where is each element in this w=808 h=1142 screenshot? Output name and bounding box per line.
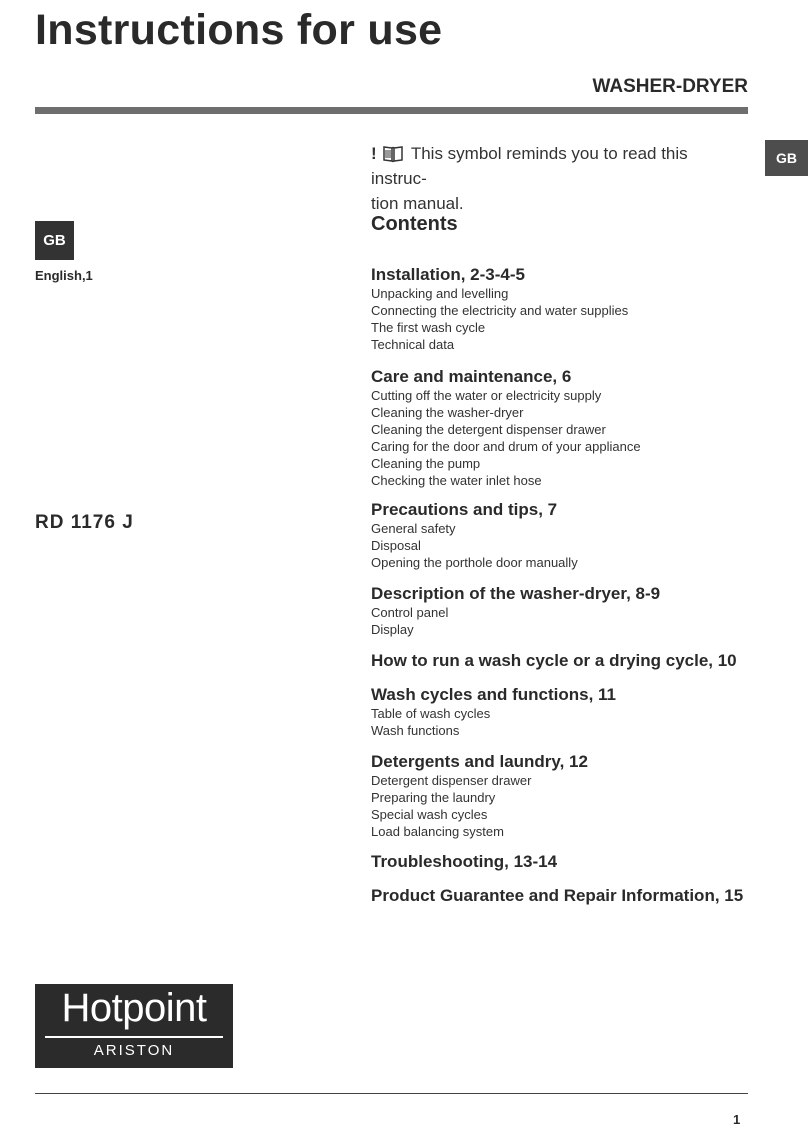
contents-section [371,651,737,671]
contents-section-title: Detergents and laundry, 12 [371,752,588,771]
contents-section-title: Care and maintenance, 6 [371,367,572,386]
contents-item: Display [371,622,414,637]
contents-item: Load balancing system [371,824,504,839]
symbol-note-text-line-2: tion manual. [371,194,464,213]
logo-sub-brand: ARISTON [93,1042,175,1059]
footer-rule [35,1093,748,1094]
contents-section [371,265,628,353]
contents-item: Checking the water inlet hose [371,473,542,488]
contents-item: Cleaning the detergent dispenser drawer [371,422,606,437]
exclamation-mark: ! [371,144,377,163]
contents-item: Detergent dispenser drawer [371,773,532,788]
contents-section-title: Product Guarantee and Repair Information, 15 [371,886,744,905]
contents-section [371,852,557,872]
contents-section [371,584,660,638]
page-number: 1 [733,1112,741,1127]
contents-item: Cutting off the water or electricity supply [371,388,602,403]
language-label: English,1 [35,268,93,283]
contents-item: Opening the porthole door manually [371,555,578,570]
product-type: WASHER-DRYER [592,76,748,97]
contents-item: Preparing the laundry [371,790,496,805]
logo-divider [45,1036,223,1038]
contents-item: Technical data [371,337,455,352]
language-side-tab: GB [765,140,808,176]
contents-heading: Contents [371,213,458,235]
book-icon [382,145,404,163]
contents-section [371,752,588,840]
contents-item: Wash functions [371,723,460,738]
contents-item: Cleaning the pump [371,456,481,471]
contents-item: Connecting the electricity and water supplies [371,303,629,318]
contents-item: Caring for the door and drum of your appliance [371,439,641,454]
contents-item: Disposal [371,538,421,553]
language-badge: GB [35,221,74,260]
contents-item: General safety [371,521,456,536]
contents-item: Cleaning the washer-dryer [371,405,524,420]
model-number: RD 1176 J [35,512,134,533]
contents-item: Special wash cycles [371,807,488,822]
contents-section-title: Precautions and tips, 7 [371,500,558,519]
contents-section-title: Installation, 2-3-4-5 [371,265,525,284]
symbol-note [371,141,746,216]
contents-section [371,367,641,489]
header-rule [35,107,748,114]
brand-logo [35,984,233,1068]
page-title: Instructions for use [35,6,443,54]
contents-section-title: Troubleshooting, 13-14 [371,852,558,871]
contents-item: Table of wash cycles [371,706,491,721]
contents-item: The first wash cycle [371,320,486,335]
symbol-note-text-line-1: This symbol reminds you to read this instruc- [371,144,688,188]
contents-section-title: Wash cycles and functions, 11 [371,685,617,704]
contents-section [371,500,578,571]
contents-item: Unpacking and levelling [371,286,509,301]
contents-section-title: How to run a wash cycle or a drying cycle, 10 [371,651,737,670]
logo-brand-name: Hotpoint [61,986,207,1030]
contents-section-title: Description of the washer-dryer, 8-9 [371,584,661,603]
contents-section [371,685,616,739]
contents-section [371,886,743,906]
contents-item: Control panel [371,605,449,620]
